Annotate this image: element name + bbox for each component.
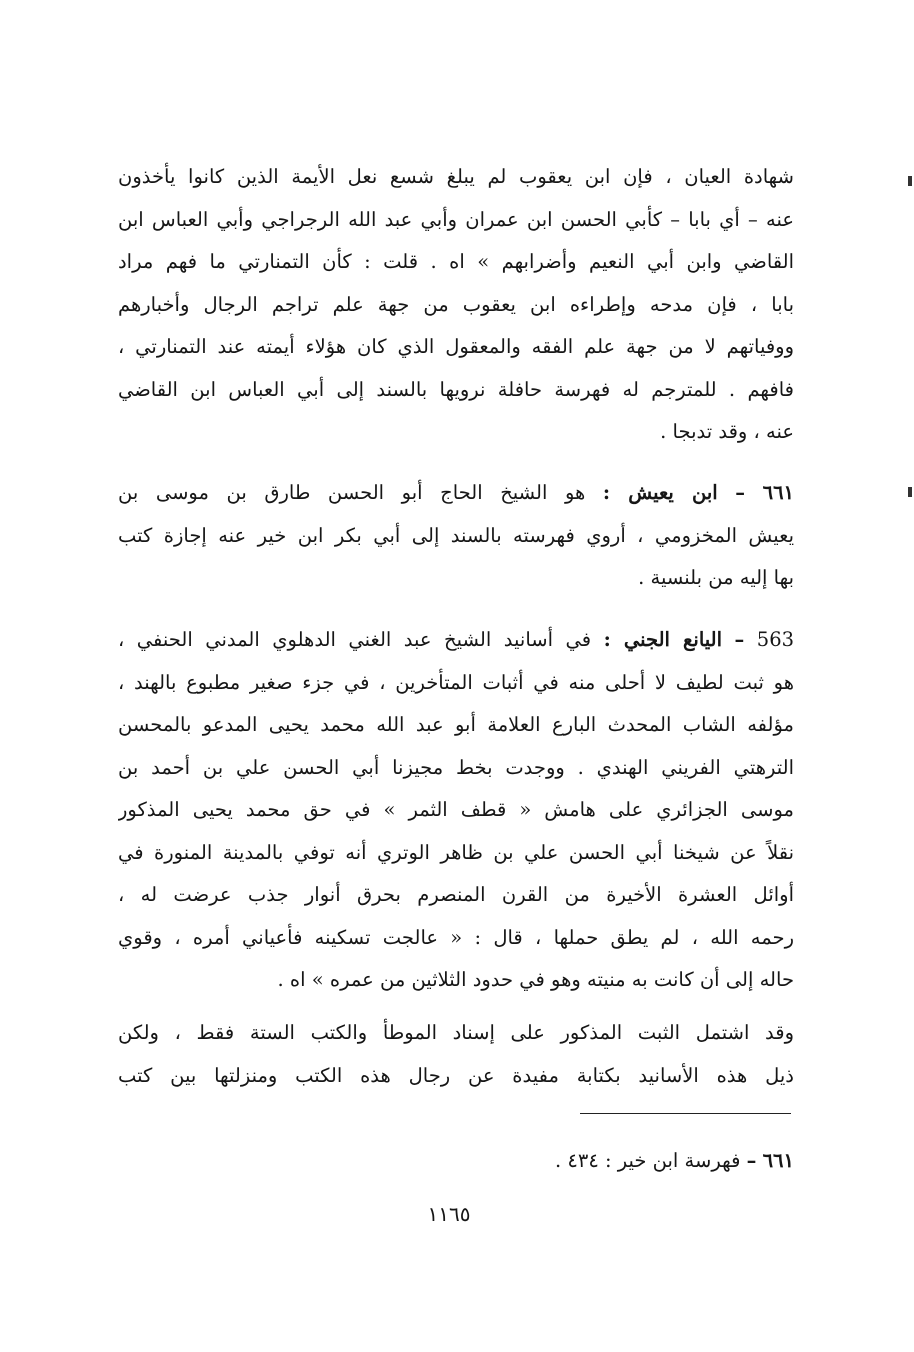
text-line: بابا ، فإن مدحه وإطراءه ابن يعقوب من جهة علم تراجم الرجال وأخبارهم bbox=[118, 292, 794, 316]
entry-563 bbox=[118, 619, 794, 1002]
continuation-paragraph bbox=[118, 156, 794, 454]
entry-first-line bbox=[118, 472, 794, 515]
entry-661 bbox=[118, 472, 794, 600]
scan-edge-mark bbox=[908, 487, 912, 497]
entry-text: هو الشيخ الحاج أبو الحسن طارق بن موسى بن bbox=[118, 481, 586, 504]
text-line: هو ثبت لطيف لا أحلى منه في أثبات المتأخرين ، في جزء صغير مطبوع بالهند ، bbox=[118, 670, 794, 694]
text-line: موسى الجزائري على هامش « قطف الثمر » في حق محمد يحيى المذكور bbox=[118, 798, 794, 821]
entry-text: في أسانيد الشيخ عبد الغني الدهلوي المدني الحنفي ، bbox=[118, 628, 592, 651]
text-line: عنه – أي بابا – كأبي الحسن ابن عمران وأبي عبد الله الرجراجي وأبي العباس ابن bbox=[118, 207, 794, 231]
text-line: أوائل العشرة الأخيرة من القرن المنصرم بحرق أنوار جذب عرضت له ، bbox=[118, 883, 794, 906]
entry-number: ٦٦١ bbox=[762, 481, 794, 504]
entry-number: 563 bbox=[756, 628, 794, 651]
text-line: شهادة العيان ، فإن ابن يعقوب لم يبلغ شسع نعل الأيمة الذين كانوا يأخذون bbox=[118, 165, 794, 188]
entry-first-line bbox=[118, 619, 794, 662]
footnote bbox=[418, 1140, 794, 1182]
footnote-number: ٦٦١ bbox=[762, 1149, 794, 1172]
page-number: ١١٦٥ bbox=[427, 1202, 471, 1226]
text-line: وقد اشتمل الثبت المذكور على إسناد الموطأ والكتب الستة فقط ، ولكن bbox=[118, 1021, 794, 1044]
text-line: مؤلفه الشاب المحدث البارع العلامة أبو عبد الله محمد يحيى المدعو بالمحسن bbox=[118, 713, 794, 736]
footnote-text: فهرسة ابن خير : ٤٣٤ . bbox=[554, 1149, 741, 1172]
footnote-divider bbox=[580, 1113, 791, 1114]
text-line: رحمه الله ، لم يطق حملها ، قال : « عالجت تسكينه فأعياني أمره ، وقوي bbox=[118, 925, 794, 949]
text-line: يعيش المخزومي ، أروي فهرسته بالسند إلى أبي بكر ابن خير عنه إجازة كتب bbox=[118, 523, 794, 547]
text-line: بها إليه من بلنسية . bbox=[638, 566, 794, 589]
text-line: القاضي وابن أبي النعيم وأضرابهم » اه . قلت : كأن التمنارتي ما فهم مراد bbox=[118, 250, 794, 273]
entry-heading: ابن يعيش : bbox=[602, 481, 718, 504]
text-line: ذيل هذه الأسانيد بكتابة مفيدة عن رجال هذه الكتب ومنزلتها بين كتب bbox=[118, 1063, 794, 1087]
closing-paragraph bbox=[118, 1012, 794, 1097]
entry-dash: – bbox=[734, 628, 745, 651]
footnote-dash: – bbox=[746, 1149, 757, 1172]
entry-dash: – bbox=[735, 481, 746, 504]
text-line: فافهم . للمترجم له فهرسة حافلة نرويها بالسند إلى أبي العباس ابن القاضي bbox=[118, 377, 794, 401]
text-line: حاله إلى أن كانت به منيته وهو في حدود الثلاثين من عمره » اه . bbox=[277, 968, 794, 991]
text-line: نقلاً عن شيخنا أبي الحسن علي بن ظاهر الوتري أنه توفي بالمدينة المنورة في bbox=[118, 840, 794, 864]
text-line: الترهتي الفريني الهندي . ووجدت بخط مجيزنا أبي الحسن علي بن أحمد بن bbox=[118, 755, 794, 779]
entry-heading: اليانع الجني : bbox=[603, 628, 723, 651]
scan-edge-mark bbox=[908, 176, 912, 186]
text-line: ووفياتهم لا من جهة علم الفقه والمعقول الذي كان هؤلاء أيمته عند التمنارتي ، bbox=[118, 335, 794, 358]
text-line: عنه ، وقد تدبجا . bbox=[660, 420, 794, 443]
